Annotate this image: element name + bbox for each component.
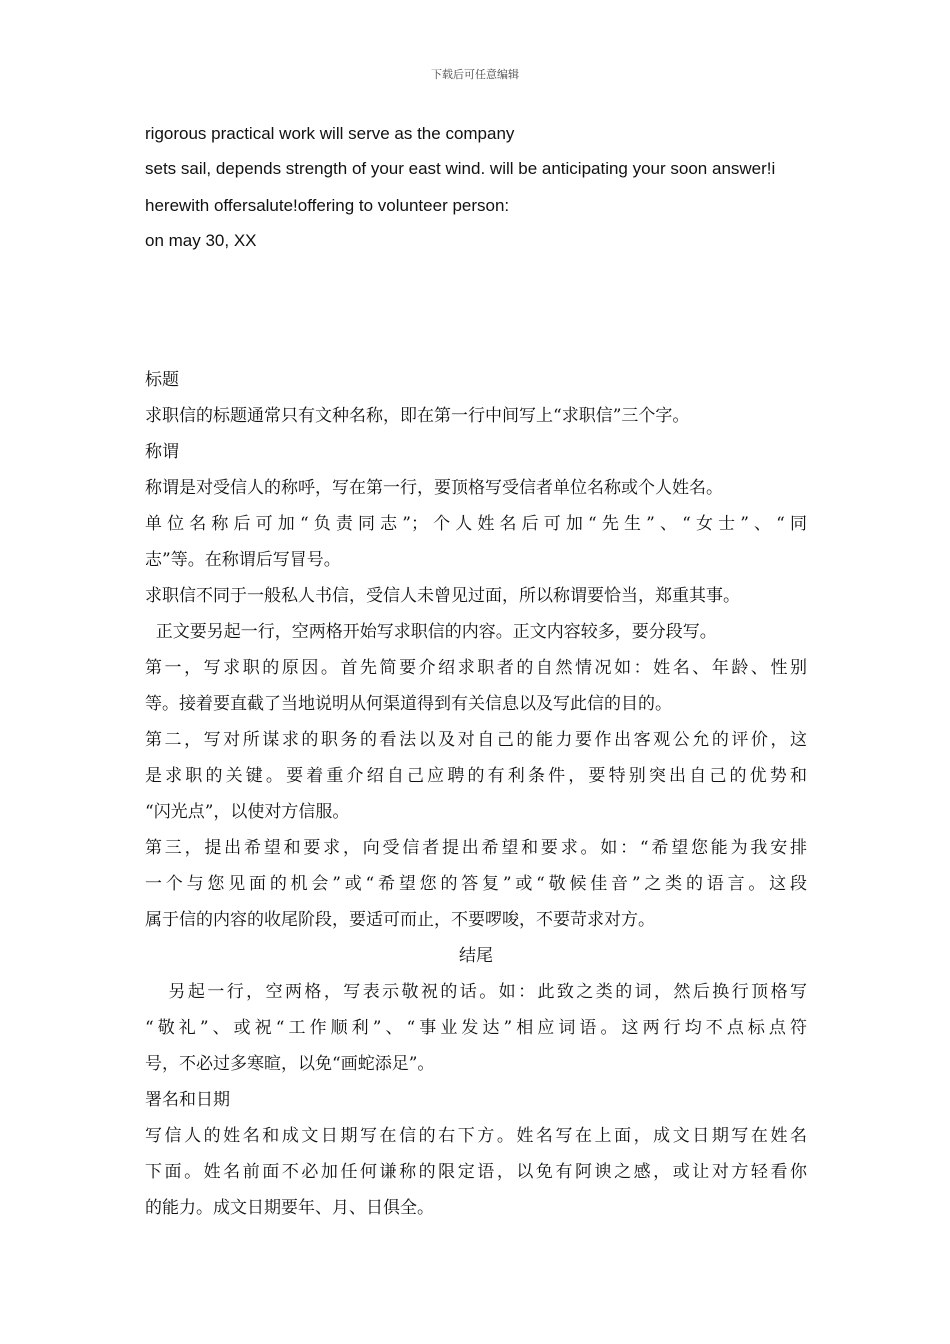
- paragraph-line: “敬礼”、或祝“工作顺利”、“事业发达”相应词语。这两行均不点标点符: [145, 1018, 807, 1038]
- paragraph-line: 正文要另起一行，空两格开始写求职信的内容。正文内容较多，要分段写。: [145, 622, 717, 642]
- paragraph-line: 另起一行，空两格，写表示敬祝的话。如：此致之类的词，然后换行顶格写: [145, 982, 807, 1002]
- paragraph-line: 志”等。在称谓后写冒号。: [145, 550, 341, 570]
- section-heading-title: 标题: [145, 370, 179, 390]
- paragraph-line: “闪光点”，以使对方信服。: [145, 802, 350, 822]
- english-line: sets sail, depends strength of your east wind. will be anticipating your soon answer!i: [145, 159, 776, 178]
- paragraph-line: 第一，写求职的原因。首先简要介绍求职者的自然情况如：姓名、年龄、性别: [145, 658, 807, 678]
- english-line: rigorous practical work will serve as the company: [145, 124, 515, 143]
- section-heading-signature-date: 署名和日期: [145, 1090, 230, 1110]
- english-line: on may 30, XX: [145, 231, 257, 250]
- paragraph-line: 等。接着要直截了当地说明从何渠道得到有关信息以及写此信的目的。: [145, 694, 672, 714]
- paragraph-line: 一个与您见面的机会”或“希望您的答复”或“敬候佳音”之类的语言。这段: [145, 874, 807, 894]
- paragraph-line: 求职信不同于一般私人书信，受信人未曾见过面，所以称谓要恰当，郑重其事。: [145, 586, 740, 606]
- section-heading-closing: 结尾: [459, 946, 493, 966]
- paragraph-line: 下面。姓名前面不必加任何谦称的限定语，以免有阿谀之感，或让对方轻看你: [145, 1162, 807, 1182]
- paragraph-line: 第二，写对所谋求的职务的看法以及对自己的能力要作出客观公允的评价，这: [145, 730, 807, 750]
- paragraph-line: 的能力。成文日期要年、月、日俱全。: [145, 1198, 434, 1218]
- english-line: herewith offersalute!offering to volunteer person:: [145, 196, 510, 215]
- paragraph-line: 写信人的姓名和成文日期写在信的右下方。姓名写在上面，成文日期写在姓名: [145, 1126, 807, 1146]
- paragraph-line: 求职信的标题通常只有文种名称，即在第一行中间写上“求职信”三个字。: [145, 406, 690, 426]
- paragraph-line: 第三，提出希望和要求，向受信者提出希望和要求。如：“希望您能为我安排: [145, 838, 807, 858]
- paragraph-line: 号，不必过多寒暄，以免“画蛇添足”。: [145, 1054, 435, 1074]
- paragraph-line: 属于信的内容的收尾阶段，要适可而止，不要啰唆，不要苛求对方。: [145, 910, 655, 930]
- page-header-note: 下载后可任意编辑: [431, 68, 519, 81]
- paragraph-line: 单位名称后可加“负责同志”；个人姓名后可加“先生”、“女士”、“同: [145, 514, 807, 534]
- paragraph-line: 称谓是对受信人的称呼，写在第一行，要顶格写受信者单位名称或个人姓名。: [145, 478, 723, 498]
- paragraph-line: 是求职的关键。要着重介绍自己应聘的有利条件，要特别突出自己的优势和: [145, 766, 807, 786]
- section-heading-salutation: 称谓: [145, 442, 179, 462]
